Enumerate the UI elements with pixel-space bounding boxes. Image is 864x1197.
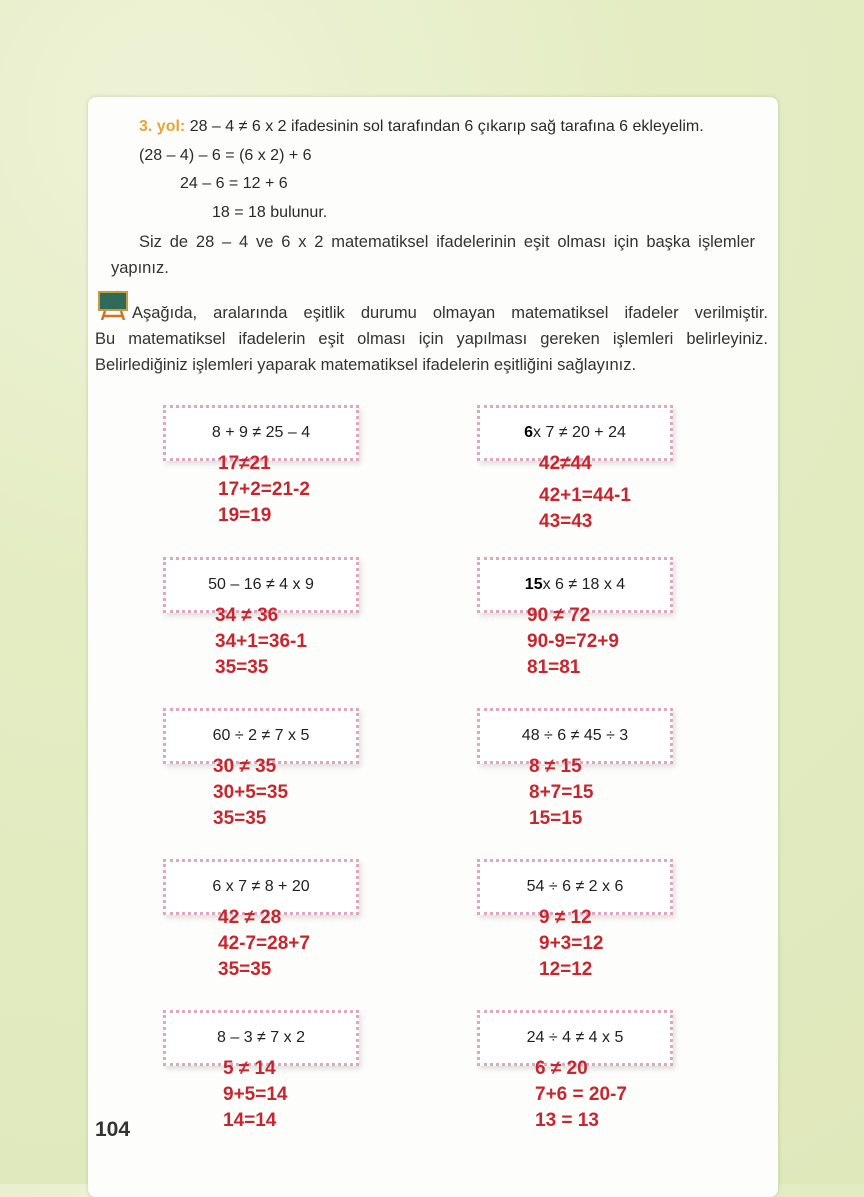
answer-line: 9 ≠ 12: [539, 907, 592, 928]
method-step-1: (28 – 4) – 6 = (6 x 2) + 6: [139, 147, 312, 164]
exercise-card: [163, 557, 359, 678]
answer-line: 35=35: [215, 657, 269, 678]
method-intro: [139, 118, 704, 136]
expression-text: 54 ÷ 6 ≠ 2 x 6: [526, 878, 624, 895]
answer-block: [539, 905, 603, 983]
expression-text: 8 – 3 ≠ 7 x 2: [217, 1029, 305, 1046]
answer-block: [218, 905, 310, 983]
answer-line: 43=43: [539, 511, 593, 532]
answer-block: [215, 603, 307, 681]
expression-text: x 6 ≠ 18 x 4: [542, 576, 626, 593]
method-step-2: 24 – 6 = 12 + 6: [180, 175, 288, 192]
answer-line: 17+2=21-2: [218, 479, 310, 500]
answer-line: 6 ≠ 20: [535, 1058, 588, 1079]
method-label: 3. yol:: [139, 118, 186, 135]
answer-line: 34+1=36-1: [215, 631, 307, 652]
answer-line: 42-7=28+7: [218, 933, 310, 954]
expression-text: 24 ÷ 4 ≠ 4 x 5: [526, 1029, 624, 1046]
page-number: 104: [95, 1118, 131, 1141]
exercise-card: [477, 859, 673, 980]
prompt-line-2: yapınız.: [111, 259, 169, 277]
answer-line: 42 ≠ 28: [218, 907, 282, 928]
answer-line: 90-9=72+9: [527, 631, 619, 652]
answer-block: [223, 1056, 287, 1134]
answer-line: 14=14: [223, 1110, 277, 1131]
chalkboard-icon: [97, 290, 129, 320]
answer-line: 9+5=14: [223, 1084, 288, 1105]
answer-line: 42≠44: [539, 453, 592, 474]
expression-text: 60 ÷ 2 ≠ 7 x 5: [212, 727, 310, 744]
answer-line: 42+1=44-1: [539, 485, 631, 506]
answer-block: [535, 1056, 627, 1134]
expression-text: x 7 ≠ 20 + 24: [533, 424, 626, 441]
answer-line: 17≠21: [218, 453, 271, 474]
expression-text: 50 – 16 ≠ 4 x 9: [208, 576, 314, 593]
answer-line: 19=19: [218, 505, 272, 526]
answer-block: [539, 451, 631, 535]
answer-line: 34 ≠ 36: [215, 605, 279, 626]
answer-line: 90 ≠ 72: [527, 605, 591, 626]
exercise-card: [163, 859, 359, 980]
answer-line: 15=15: [529, 808, 583, 829]
answer-block: [213, 754, 288, 832]
expression-text: 6 x 7 ≠ 8 + 20: [212, 878, 310, 895]
exercise-card: [477, 405, 673, 532]
task-line-2: Bu matematiksel ifadelerin eşit olması için yapılması gereken işlemleri belirleyiniz.: [95, 330, 768, 348]
answer-line: 13 = 13: [535, 1110, 599, 1131]
answer-block: [529, 754, 593, 832]
prompt-line-1: Siz de 28 – 4 ve 6 x 2 matematiksel ifadelerinin eşit olması için başka işlemler: [139, 233, 755, 251]
task-line-3: Belirlediğiniz işlemleri yaparak matematiksel ifadelerin eşitliğini sağlayınız.: [95, 356, 637, 374]
expression-filled-number: 15: [524, 576, 543, 593]
expression-text: 48 ÷ 6 ≠ 45 ÷ 3: [521, 727, 629, 744]
exercise-card: [163, 1010, 359, 1131]
answer-line: 30+5=35: [213, 782, 289, 803]
method-step-3: 18 = 18 bulunur.: [212, 204, 328, 221]
exercise-card: [477, 708, 673, 829]
exercise-card: [477, 557, 673, 678]
answer-line: 30 ≠ 35: [213, 756, 277, 777]
exercise-card: [477, 1010, 673, 1131]
answer-line: 8 ≠ 15: [529, 756, 582, 777]
answer-line: 81=81: [527, 657, 581, 678]
expression-filled-number: 6: [524, 424, 534, 441]
answer-line: 35=35: [213, 808, 267, 829]
expression-text: 8 + 9 ≠ 25 – 4: [211, 424, 311, 441]
answer-block: [218, 451, 310, 529]
exercise-card: [163, 405, 359, 526]
answer-line: 7+6 = 20-7: [535, 1084, 627, 1105]
method-intro-text: 28 – 4 ≠ 6 x 2 ifadesinin sol tarafından 6 çıkarıp sağ tarafına 6 ekleyelim.: [189, 118, 704, 135]
answer-line: 5 ≠ 14: [223, 1058, 276, 1079]
answer-line: 12=12: [539, 959, 593, 980]
answer-line: 8+7=15: [529, 782, 594, 803]
exercise-card: [163, 708, 359, 829]
task-line-1: Aşağıda, aralarında eşitlik durumu olmayan matematiksel ifadeler verilmiştir.: [132, 304, 768, 322]
answer-block: [527, 603, 619, 681]
answer-line: 35=35: [218, 959, 272, 980]
answer-line: 9+3=12: [539, 933, 604, 954]
